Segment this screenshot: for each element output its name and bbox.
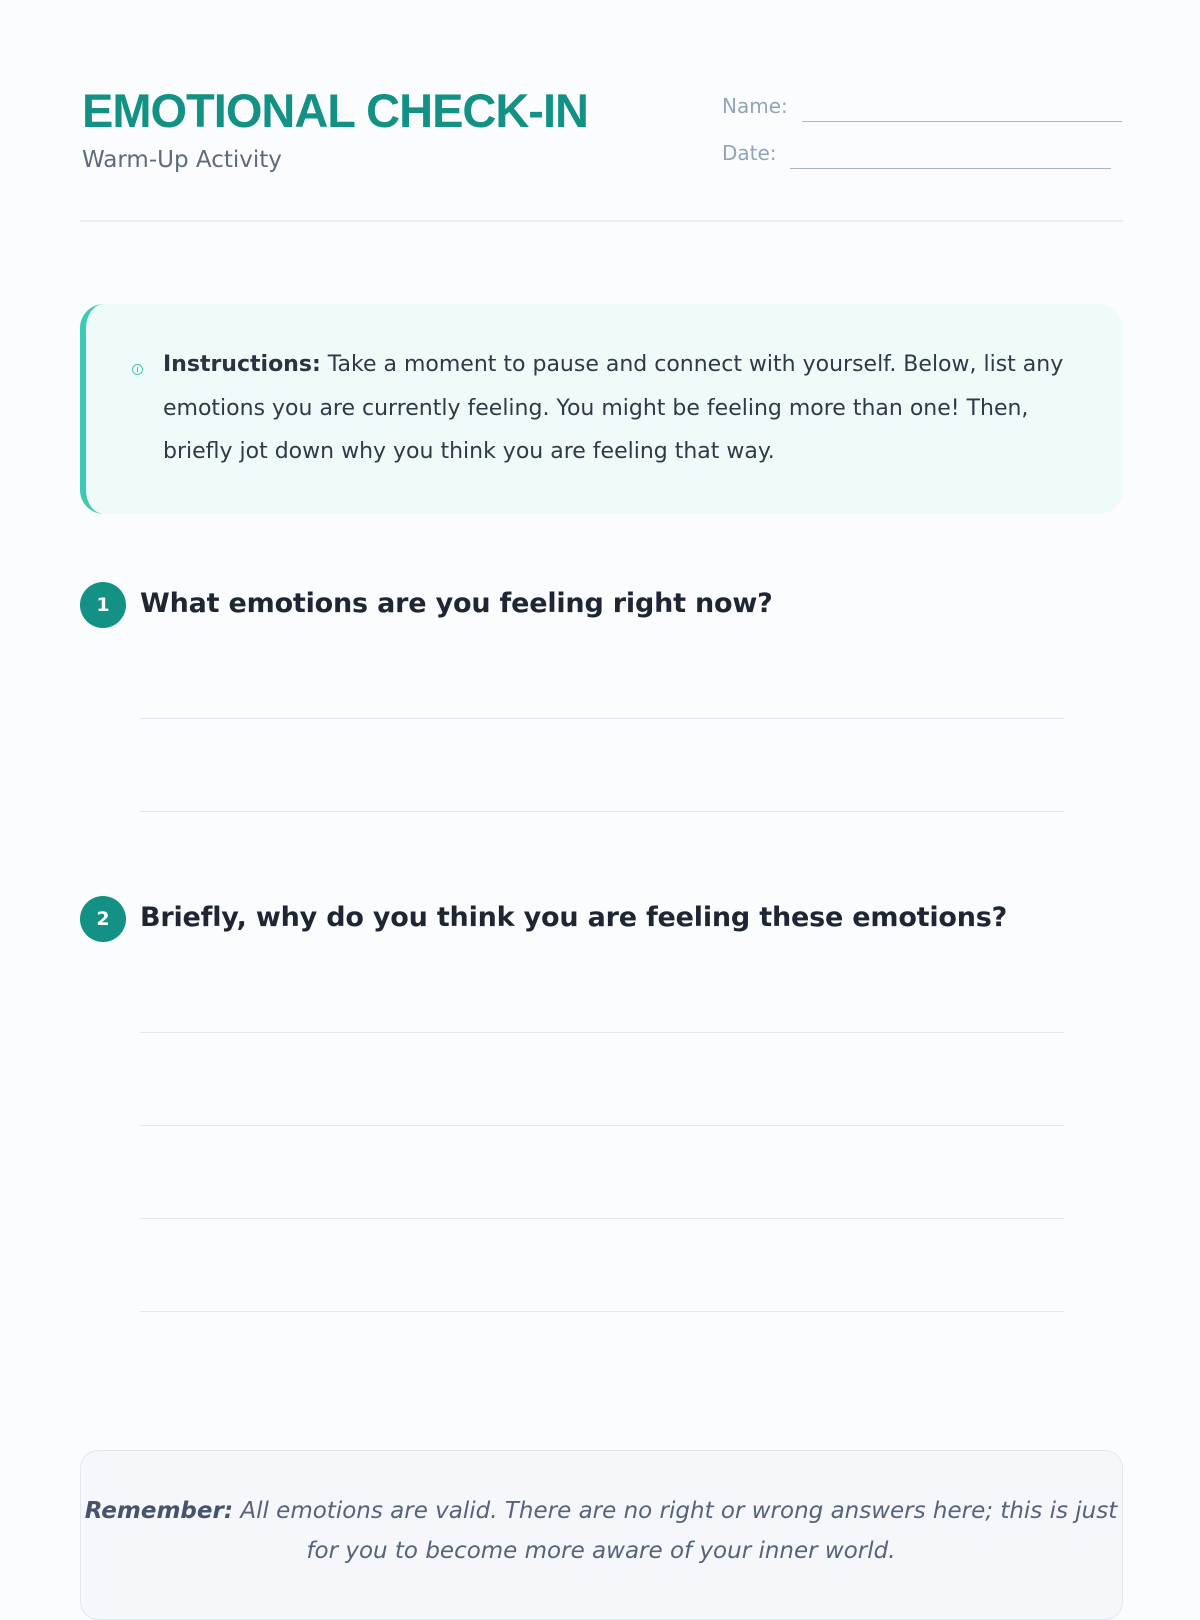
question-2-badge: 2 xyxy=(80,896,126,942)
page-subtitle: Warm-Up Activity xyxy=(82,147,282,173)
question-1-answer-line-1[interactable] xyxy=(140,718,1064,719)
name-label: Name: xyxy=(722,94,788,118)
instructions-body: Take a moment to pause and connect with yourself. Below, list any emotions you are currently feeling. You might be feeling more than one! Then, briefly jot down why you think you are feeling that way. xyxy=(163,352,1064,464)
info-icon xyxy=(132,364,143,375)
page-title: EMOTIONAL CHECK-IN xyxy=(82,84,588,137)
date-label: Date: xyxy=(722,141,777,165)
instructions-box xyxy=(80,304,1123,514)
remember-label: Remember: xyxy=(84,1498,234,1524)
question-2-text: Briefly, why do you think you are feeling these emotions? xyxy=(140,902,1008,933)
question-2-answer-line-1[interactable] xyxy=(140,1032,1064,1033)
date-field[interactable] xyxy=(790,168,1111,169)
instructions-label: Instructions: xyxy=(163,352,321,377)
question-1-text: What emotions are you feeling right now? xyxy=(140,588,773,619)
remember-text xyxy=(81,1491,1121,1571)
remember-body: All emotions are valid. There are no right or wrong answers here; this is just for you to become more aware of your inner world. xyxy=(233,1498,1118,1564)
question-1-answer-line-2[interactable] xyxy=(140,811,1064,812)
remember-box xyxy=(80,1450,1123,1620)
name-field[interactable] xyxy=(802,121,1122,122)
question-1-badge: 1 xyxy=(80,582,126,628)
header-divider xyxy=(80,220,1123,222)
instructions-text xyxy=(163,343,1083,474)
question-2-answer-line-4[interactable] xyxy=(140,1311,1064,1312)
question-2-answer-line-3[interactable] xyxy=(140,1218,1064,1219)
question-2-answer-line-2[interactable] xyxy=(140,1125,1064,1126)
